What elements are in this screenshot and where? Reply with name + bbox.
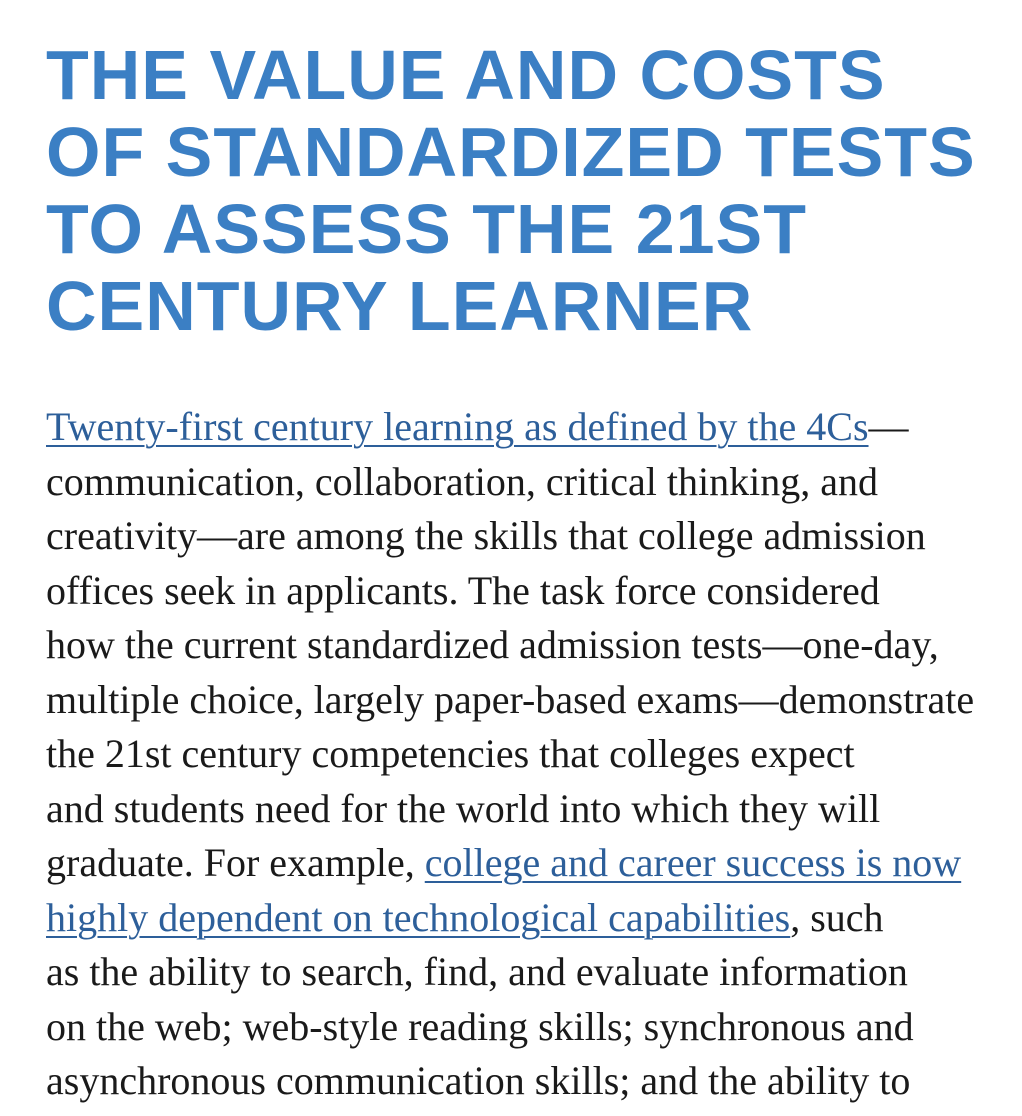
- paragraph-line: on the web; web-style reading skills; synchronous and: [46, 1003, 914, 1049]
- 4cs-learning-link[interactable]: Twenty-first century learning as defined by the 4Cs: [46, 404, 869, 449]
- paragraph-line: offices seek in applicants. The task force considered: [46, 567, 880, 613]
- paragraph-text: —: [868, 404, 909, 449]
- career-success-link-continued[interactable]: highly dependent on technological capabilities: [46, 894, 791, 940]
- paragraph-line: asynchronous communication skills; and the ability to: [46, 1058, 911, 1103]
- paragraph-line: [46, 891, 1022, 946]
- paragraph-text: graduate. For example,: [46, 840, 425, 885]
- paragraph-line: how the current standardized admission tests—one-day,: [46, 622, 939, 667]
- paragraph-line: the 21st century competencies that colleges expect: [46, 731, 855, 776]
- heading-line: THE VALUE AND COSTS: [46, 36, 886, 114]
- paragraph-line: [46, 836, 1022, 891]
- heading-line: TO ASSESS THE 21ST: [46, 190, 807, 268]
- heading-line: CENTURY LEARNER: [46, 267, 754, 345]
- paragraph-line: and students need for the world into which they will: [46, 785, 881, 831]
- paragraph-line: communication, collaboration, critical thinking, and: [46, 458, 878, 504]
- paragraph-text: , such: [790, 894, 884, 940]
- heading-line: OF STANDARDIZED TESTS: [46, 113, 976, 191]
- paragraph-line: [46, 400, 1022, 455]
- body-paragraph: [46, 400, 1022, 1109]
- paragraph-line: as the ability to search, find, and evaluate information: [46, 949, 908, 994]
- article-heading: [46, 37, 1022, 345]
- career-success-link[interactable]: college and career success is now: [424, 840, 962, 885]
- paragraph-line: multiple choice, largely paper-based exams—demonstrate: [46, 676, 975, 722]
- paragraph-line: creativity—are among the skills that college admission: [46, 513, 926, 558]
